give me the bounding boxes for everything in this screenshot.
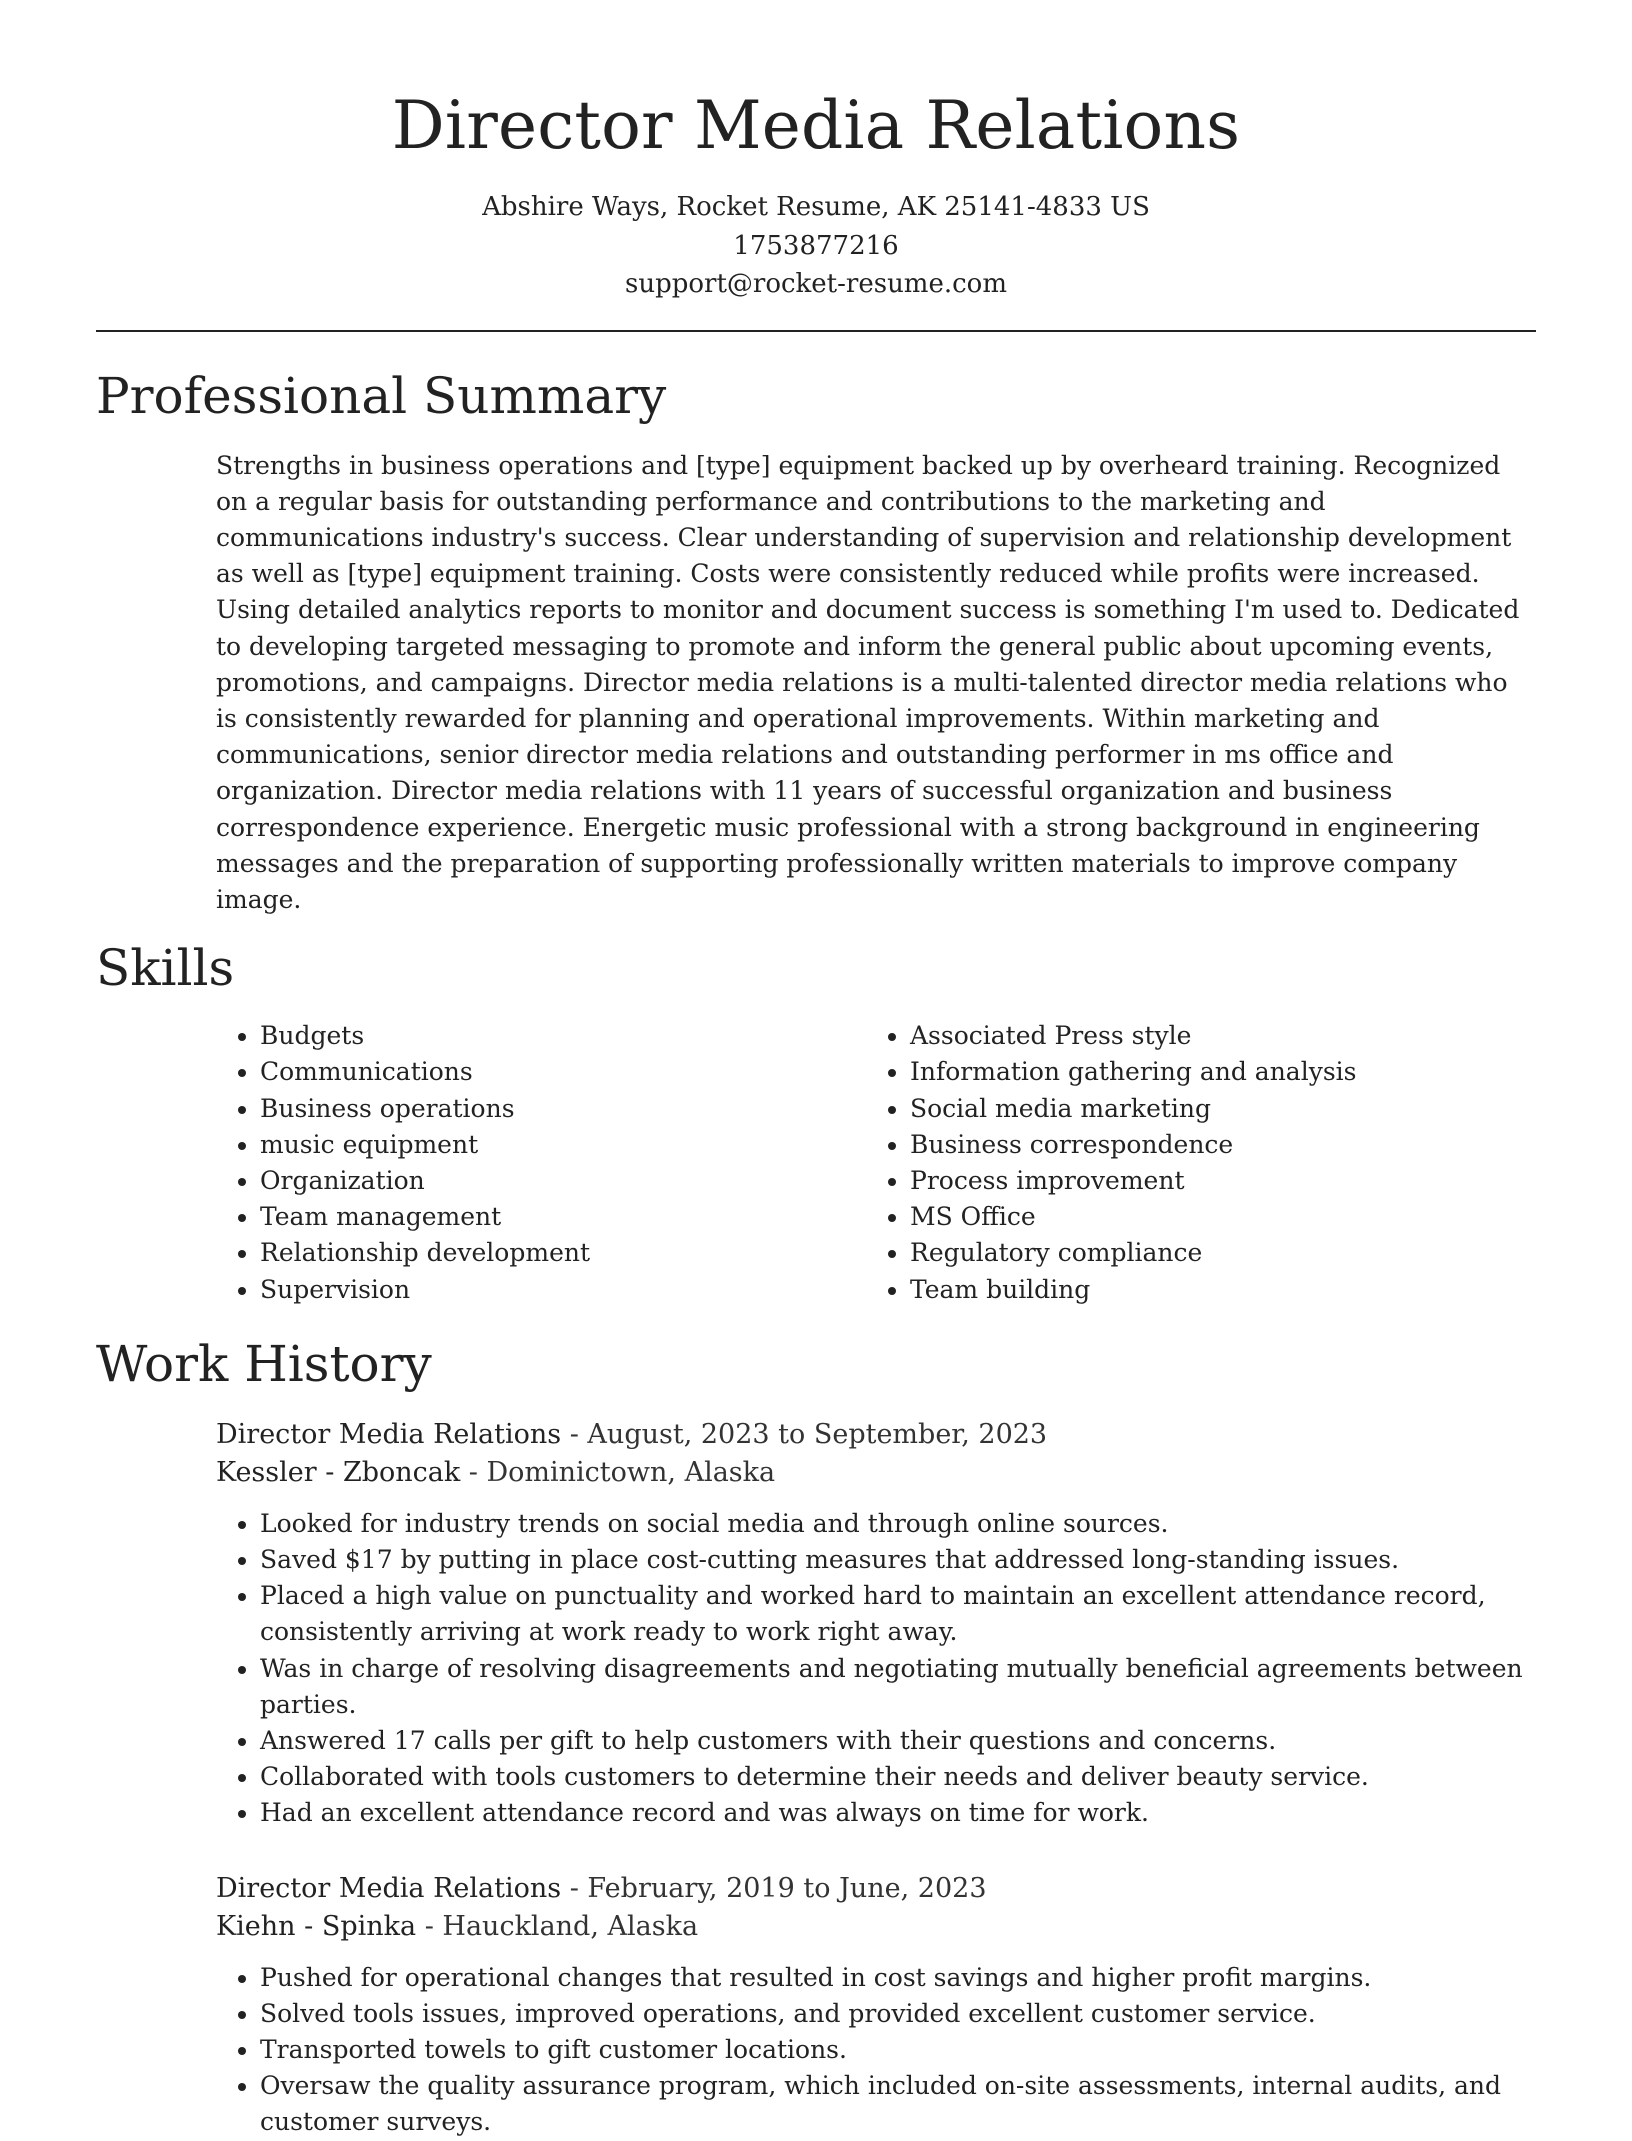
job-location: - Dominictown, Alaska: [460, 1456, 776, 1488]
job-entry: [216, 1416, 1536, 1832]
skill-item: • Relationship development: [260, 1235, 866, 1271]
job-bullet: • Collaborated with tools customers to determine their needs and deliver beauty service.: [260, 1759, 1536, 1795]
resume-page: [96, 0, 1536, 2141]
email: support@rocket-resume.com: [624, 269, 1007, 299]
job-bullet: • Answered 17 calls per gift to help customers with their questions and concerns.: [260, 1723, 1536, 1759]
summary-text: Strengths in business operations and [type] equipment backed up by overheard training. Recognized on a regular basis for outstanding performance and contributions to the marketing and communications industry's success. Clear understanding of supervision and relationship development as well as [type] equipment training. Costs were consistently reduced while profits were increased. Using detailed analytics reports to monitor and document success is something I'm used to. Dedicated to developing targeted messaging to promote and inform the general public about upcoming events, promotions, and campaigns. Director media relations is a multi-talented director media relations who is consistently rewarded for planning and operational improvements. Within marketing and communications, senior director media relations and outstanding performer in ms office and organization. Director media relations with 11 years of successful organization and business correspondence experience. Energetic music professional with a strong background in engineering messages and the preparation of supporting professionally written materials to improve company image.: [216, 450, 1520, 914]
job-bullets: [216, 1506, 1536, 1832]
job-dates: - February, 2019 to June, 2023: [561, 1872, 987, 1904]
skills-column-right: [866, 1018, 1356, 1308]
job-dates: - August, 2023 to September, 2023: [561, 1418, 1048, 1450]
job-bullet: • Saved $17 by putting in place cost-cutting measures that addressed long-standing issues.: [260, 1542, 1536, 1578]
job-title: Director Media Relations: [216, 1418, 562, 1450]
contact-info: [96, 188, 1536, 304]
job-title-line: [216, 1870, 1536, 1908]
work-history-heading: Work History: [96, 1334, 432, 1393]
skill-item: • Regulatory compliance: [910, 1235, 1356, 1271]
job-bullet: • Looked for industry trends on social media and through online sources.: [260, 1506, 1536, 1542]
job-bullet: • Oversaw the quality assurance program, which included on-site assessments, internal audits, and customer surveys.: [260, 2068, 1536, 2140]
resume-header: [96, 0, 1536, 304]
job-location: - Hauckland, Alaska: [416, 1910, 699, 1942]
job-bullet: • Placed a high value on punctuality and worked hard to maintain an excellent attendance record, consistently arriving at work ready to work right away.: [260, 1578, 1536, 1650]
skill-item: • Communications: [260, 1054, 866, 1090]
job-bullet: • Solved tools issues, improved operations, and provided excellent customer service.: [260, 1996, 1536, 2032]
skill-item: • Associated Press style: [910, 1018, 1356, 1054]
candidate-name: Director Media Relations: [391, 87, 1241, 164]
header-divider: [96, 330, 1536, 332]
skill-item: • Team management: [260, 1199, 866, 1235]
job-company-line: [216, 1454, 1536, 1492]
job-title: Director Media Relations: [216, 1872, 562, 1904]
job-title-line: [216, 1416, 1536, 1454]
skills-list: [216, 1018, 1536, 1308]
job-company: Kessler - Zboncak: [216, 1456, 461, 1488]
job-company: Kiehn - Spinka: [216, 1910, 417, 1942]
skill-item: • Organization: [260, 1163, 866, 1199]
phone: 1753877216: [733, 230, 899, 261]
skill-item: • Team building: [910, 1272, 1356, 1308]
skill-item: • MS Office: [910, 1199, 1356, 1235]
skill-item: • Business correspondence: [910, 1127, 1356, 1163]
job-bullets: [216, 1960, 1536, 2141]
job-bullet: • Transported towels to gift customer locations.: [260, 2032, 1536, 2068]
skill-item: • Budgets: [260, 1018, 866, 1054]
job-bullet: • Pushed for operational changes that resulted in cost savings and higher profit margins.: [260, 1960, 1536, 1996]
job-company-line: [216, 1908, 1536, 1946]
skill-item: • music equipment: [260, 1127, 866, 1163]
skill-item: • Social media marketing: [910, 1091, 1356, 1127]
skills-column-left: [216, 1018, 866, 1308]
skill-item: • Supervision: [260, 1272, 866, 1308]
address: Abshire Ways, Rocket Resume, AK 25141-4833 US: [482, 192, 1150, 222]
skill-item: • Information gathering and analysis: [910, 1054, 1356, 1090]
job-bullet: • Was in charge of resolving disagreements and negotiating mutually beneficial agreements between parties.: [260, 1651, 1536, 1723]
summary-heading: Professional Summary: [96, 366, 667, 425]
job-bullet: • Had an excellent attendance record and was always on time for work.: [260, 1795, 1536, 1831]
skill-item: • Business operations: [260, 1091, 866, 1127]
skill-item: • Process improvement: [910, 1163, 1356, 1199]
job-entry: [216, 1870, 1536, 2141]
skills-heading: Skills: [96, 939, 235, 998]
